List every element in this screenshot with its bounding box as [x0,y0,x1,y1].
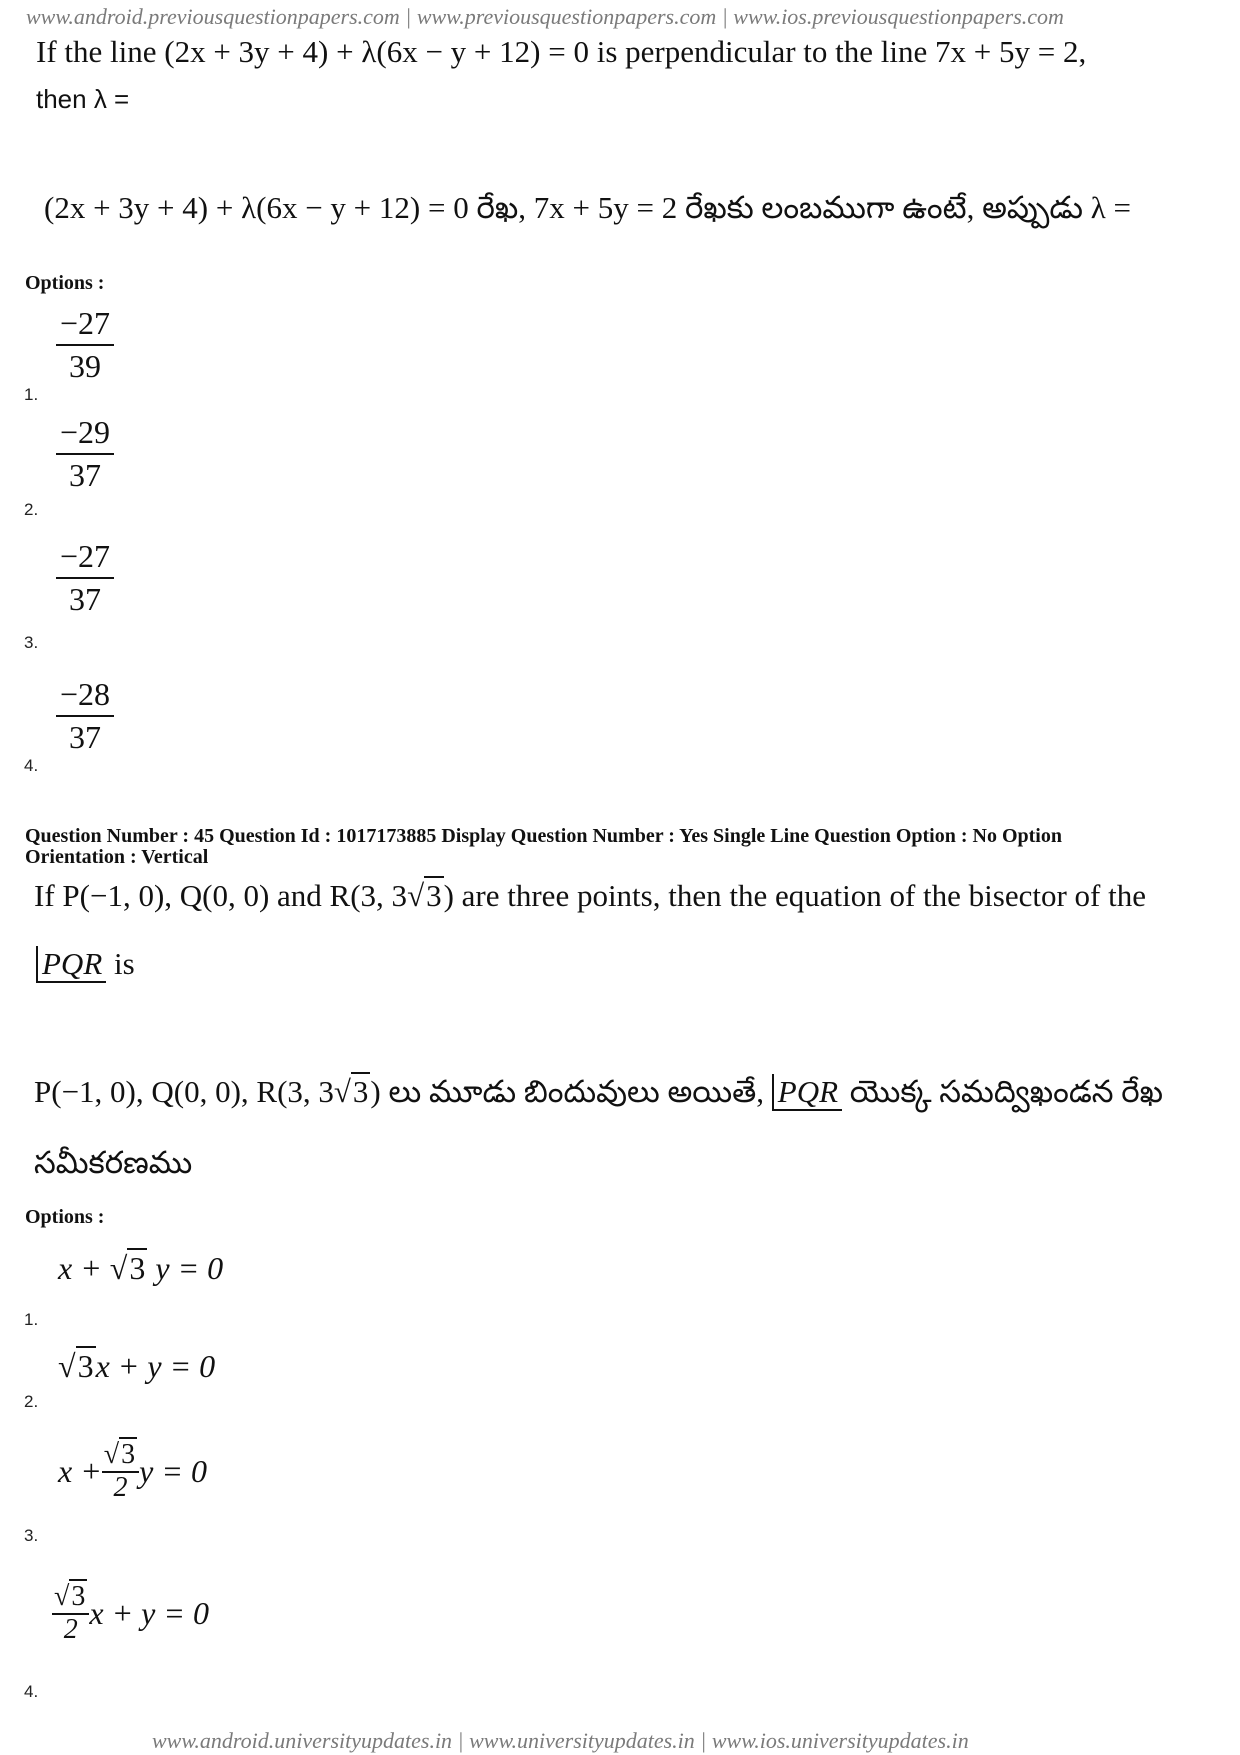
q45-option-2[interactable] [58,1348,215,1385]
numerator [102,1440,139,1473]
text-segment: ) లు మూడు బిందువులు అయితే, [370,1074,772,1109]
numerator [52,1582,89,1615]
eq-segment: x + y = 0 [89,1595,209,1632]
text-segment: If P(−1, 0), Q(0, 0) and R(3, 3 [34,878,408,913]
denominator: 2 [113,1471,128,1503]
q45-option-1-number: 1. [24,1310,39,1329]
fraction [102,1440,139,1504]
radicand: 3 [77,1348,94,1384]
radicand: 3 [129,1250,146,1286]
angle-pqr: PQR [36,946,106,983]
q44-option-4[interactable] [56,676,114,756]
q44-option-1[interactable] [56,305,114,385]
q45-telugu-line1 [34,1074,1163,1117]
sqrt-symbol: √3 [58,1348,94,1384]
numerator: −27 [56,538,114,579]
fraction [56,414,114,494]
numerator: −29 [56,414,114,455]
q45-option-3-number: 3. [24,1526,39,1545]
sqrt-symbol: √3 [54,1581,86,1612]
denominator: 37 [69,580,102,617]
eq-segment: y = 0 [147,1250,224,1286]
q44-telugu-text: (2x + 3y + 4) + λ(6x − y + 12) = 0 రేఖ, 7x + 5y = 2 రేఖకు లంబముగా ఉంటే, అప్పుడు λ = [44,190,1132,225]
top-watermark[interactable]: www.android.previousquestionpapers.com | www.previousquestionpapers.com | www.ios.previousquestionpapers.com [26,4,1064,29]
denominator: 2 [63,1613,78,1645]
q44-option-3[interactable] [56,538,114,618]
radicand: 3 [121,1439,136,1470]
numerator: −27 [56,305,114,346]
angle-pqr: PQR [772,1074,842,1111]
q45-telugu-line2: సమీకరణము [34,1145,193,1180]
q45-option-1[interactable] [58,1250,223,1287]
eq-segment: y = 0 [139,1453,207,1490]
q45-option-3[interactable] [58,1440,207,1504]
denominator: 37 [69,456,102,493]
eq-segment: x + [58,1453,102,1490]
q44-english-line2: then λ = [36,84,130,114]
denominator: 39 [69,347,102,384]
text-segment: is [106,946,135,981]
text-segment: ) are three points, then the equation of the bisector of the [443,878,1146,913]
radicand: 3 [352,1074,369,1109]
q45-meta-line1: Question Number : 45 Question Id : 1017173885 Display Question Number : Yes Single Line Question Option : No Option [25,825,1062,847]
sqrt-symbol: √3 [109,1250,146,1286]
q44-english-line1: If the line (2x + 3y + 4) + λ(6x − y + 12) = 0 is perpendicular to the line 7x + 5y = 2, [36,34,1087,69]
q45-english-line2 [36,946,135,982]
q44-option-1-number: 1. [24,385,39,404]
fraction [56,305,114,385]
text-segment: యొక్క సమద్విఖండన రేఖ [842,1074,1164,1109]
q44-options-label: Options : [25,272,105,294]
fraction [56,676,114,756]
q44-option-3-number: 3. [24,633,39,652]
radicand: 3 [426,878,442,913]
q44-option-2[interactable] [56,414,114,494]
q45-option-2-number: 2. [24,1392,39,1411]
bottom-watermark[interactable]: www.android.universityupdates.in | www.universityupdates.in | www.ios.universityupdates.in [152,1728,969,1753]
eq-segment: x + y = 0 [95,1348,216,1384]
eq-segment: x + [58,1250,110,1286]
q45-option-4[interactable] [52,1582,209,1646]
q45-english-line1 [34,878,1146,914]
q44-option-4-number: 4. [24,756,39,775]
text-segment: P(−1, 0), Q(0, 0), R(3, 3 [34,1074,334,1109]
fraction [56,538,114,618]
sqrt-symbol: √3 [103,1439,136,1470]
numerator: −28 [56,676,114,717]
sqrt-symbol: √3 [407,878,442,913]
q45-meta-line2: Orientation : Vertical [25,846,209,868]
radicand: 3 [71,1581,86,1612]
sqrt-symbol: √3 [333,1074,369,1109]
q45-option-4-number: 4. [24,1682,39,1701]
q44-option-2-number: 2. [24,500,39,519]
q45-options-label: Options : [25,1206,105,1228]
fraction [52,1582,89,1646]
denominator: 37 [69,718,102,755]
